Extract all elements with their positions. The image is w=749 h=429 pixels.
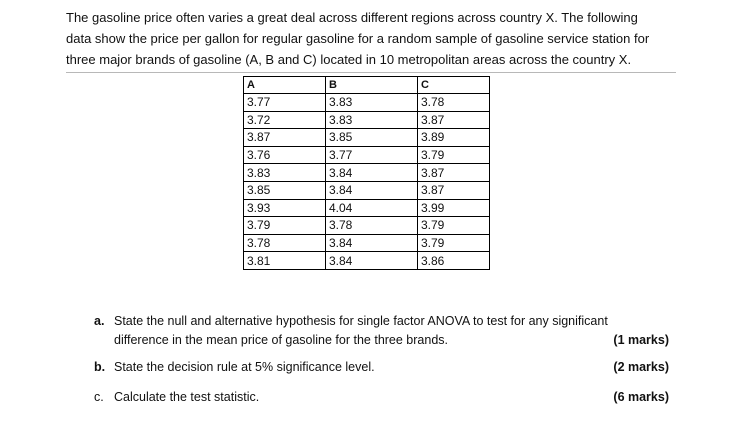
table-row — [244, 217, 490, 235]
table-cell-a: 3.81 — [244, 252, 326, 270]
table-row — [244, 234, 490, 252]
question-a-line-2: difference in the mean price of gasoline for the three brands. — [114, 333, 449, 347]
table-cell-c: 3.78 — [418, 94, 490, 112]
table-row — [244, 129, 490, 147]
table-cell-a: 3.93 — [244, 199, 326, 217]
question-b-line-1: State the decision rule at 5% significance level. — [114, 360, 375, 374]
table-cell-c: 3.87 — [418, 164, 490, 182]
table-cell-c: 3.79 — [418, 217, 490, 235]
table-body — [244, 94, 490, 270]
table-cell-b: 3.85 — [326, 129, 418, 147]
question-a-line-1: State the null and alternative hypothesis for single factor ANOVA to test for any significant — [114, 314, 608, 328]
question-c-letter: c. — [94, 390, 104, 404]
table-row — [244, 199, 490, 217]
question-b-letter: b. — [94, 360, 106, 374]
table-row — [244, 164, 490, 182]
question-c-marks: (6 marks) — [613, 390, 669, 404]
column-header-b: B — [326, 77, 418, 94]
table-cell-c: 3.89 — [418, 129, 490, 147]
table-cell-c: 3.86 — [418, 252, 490, 270]
intro-line-2: data show the price per gallon for regular gasoline for a random sample of gasoline service station for — [66, 31, 650, 46]
table-cell-c: 3.79 — [418, 234, 490, 252]
question-a-marks: (1 marks) — [613, 333, 669, 347]
table-row — [244, 146, 490, 164]
question-b — [94, 358, 669, 377]
table-cell-a: 3.78 — [244, 234, 326, 252]
question-a-letter: a. — [94, 314, 105, 328]
table-cell-a: 3.79 — [244, 217, 326, 235]
table-cell-a: 3.76 — [244, 146, 326, 164]
table-cell-a: 3.85 — [244, 181, 326, 199]
column-header-c: C — [418, 77, 490, 94]
table-cell-c: 3.79 — [418, 146, 490, 164]
intro-line-1: The gasoline price often varies a great deal across different regions across country X. The following — [66, 10, 638, 25]
table-cell-c: 3.87 — [418, 111, 490, 129]
table-cell-b: 3.84 — [326, 234, 418, 252]
table-row — [244, 181, 490, 199]
intro-line-3: three major brands of gasoline (A, B and C) located in 10 metropolitan areas across the country X. — [66, 52, 632, 67]
question-a — [94, 312, 669, 350]
table-cell-b: 3.83 — [326, 94, 418, 112]
table-cell-b: 3.84 — [326, 181, 418, 199]
table-cell-a: 3.83 — [244, 164, 326, 182]
question-c-line-1: Calculate the test statistic. — [114, 390, 260, 404]
table-cell-b: 3.84 — [326, 252, 418, 270]
column-header-a: A — [244, 77, 326, 94]
table-cell-b: 3.77 — [326, 146, 418, 164]
table-cell-a: 3.72 — [244, 111, 326, 129]
table-cell-b: 4.04 — [326, 199, 418, 217]
table-cell-c: 3.99 — [418, 199, 490, 217]
question-b-marks: (2 marks) — [613, 360, 669, 374]
question-c — [94, 388, 669, 407]
table-row — [244, 94, 490, 112]
table-cell-b: 3.83 — [326, 111, 418, 129]
table-cell-b: 3.84 — [326, 164, 418, 182]
table-cell-b: 3.78 — [326, 217, 418, 235]
table-header-row — [244, 77, 490, 94]
price-table — [243, 76, 490, 270]
table-cell-a: 3.77 — [244, 94, 326, 112]
table-row — [244, 252, 490, 270]
table-cell-a: 3.87 — [244, 129, 326, 147]
intro-paragraph — [66, 7, 676, 73]
table-cell-c: 3.87 — [418, 181, 490, 199]
table-row — [244, 111, 490, 129]
